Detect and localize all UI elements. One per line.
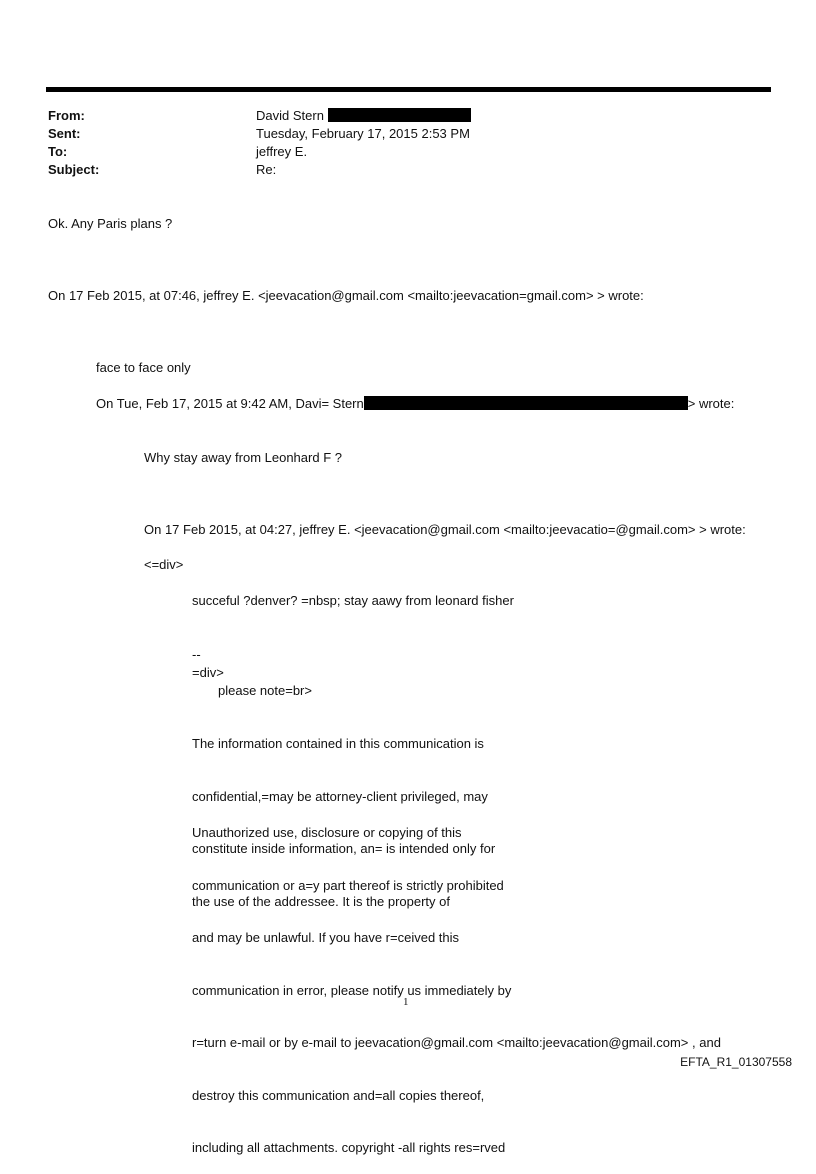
to-label: To: [48,144,68,159]
disclaimer-line: communication in error, please notify us immediately by [192,982,512,998]
signature-div: =div> [192,665,224,680]
redaction-box [364,396,688,410]
quote3-text: succeful ?denver? =nbsp; stay aawy from leonard fisher [192,593,514,608]
disclaimer-line: confidential,=may be attorney-client privileged, may [192,788,488,804]
disclaimer-line: including all attachments. copyright -all rights res=rved [192,1140,506,1155]
quote1-text: face to face only [96,360,191,375]
disclaimer-line: Unauthorized use, disclosure or copying of this [192,825,462,840]
disclaimer-line: r=turn e-mail or by e-mail to jeevacation@gmail.com <mailto:jeevacation@gmail.com> , and [192,1035,721,1050]
page-number: 1 [403,996,409,1008]
quote3-header: On 17 Feb 2015, at 04:27, jeffrey E. <jeevacation@gmail.com <mailto:jeevacatio=@gmail.com> > wrote: [144,522,746,537]
disclaimer-line: and may be unlawful. If you have r=ceived this [192,930,460,945]
quote2-header: On Tue, Feb 17, 2015 at 9:42 AM, Davi= Stern > wrote: [96,396,735,411]
disclaimer-line: The information contained in this communication is [192,736,484,751]
from-label: From: [48,108,85,123]
subject-label: Subject: [48,162,100,177]
header-rule [46,87,771,92]
disclaimer-paragraph-2 [192,789,721,1174]
to-value: jeffrey E. [256,144,308,159]
sent-value: Tuesday, February 17, 2015 2:53 PM [256,126,470,141]
signature-dashes: -- [192,647,201,662]
from-value: David Stern [256,107,471,125]
div-tag-text: <=div> [144,557,184,572]
disclaimer-line: destroy this communication and=all copies thereof, [192,1087,485,1103]
disclaimer-line: communication or a=y part thereof is strictly prohibited [192,877,504,893]
subject-value: Re: [256,162,277,177]
sent-label: Sent: [48,126,81,141]
quote2-text: Why stay away from Leonhard F ? [144,450,342,465]
redaction-box [328,108,471,122]
quote1-header: On 17 Feb 2015, at 07:46, jeffrey E. <jeevacation@gmail.com <mailto:jeevacation=gmail.com> > wrote: [48,288,644,303]
signature-note: please note=br> [218,683,312,698]
reply-text: Ok. Any Paris plans ? [48,216,173,231]
disclaimer-line: constitute inside information, an= is intended only for [192,841,496,856]
document-id: EFTA_R1_01307558 [680,1055,792,1069]
disclaimer-line: the use of the addressee. It is the property of [192,893,450,909]
